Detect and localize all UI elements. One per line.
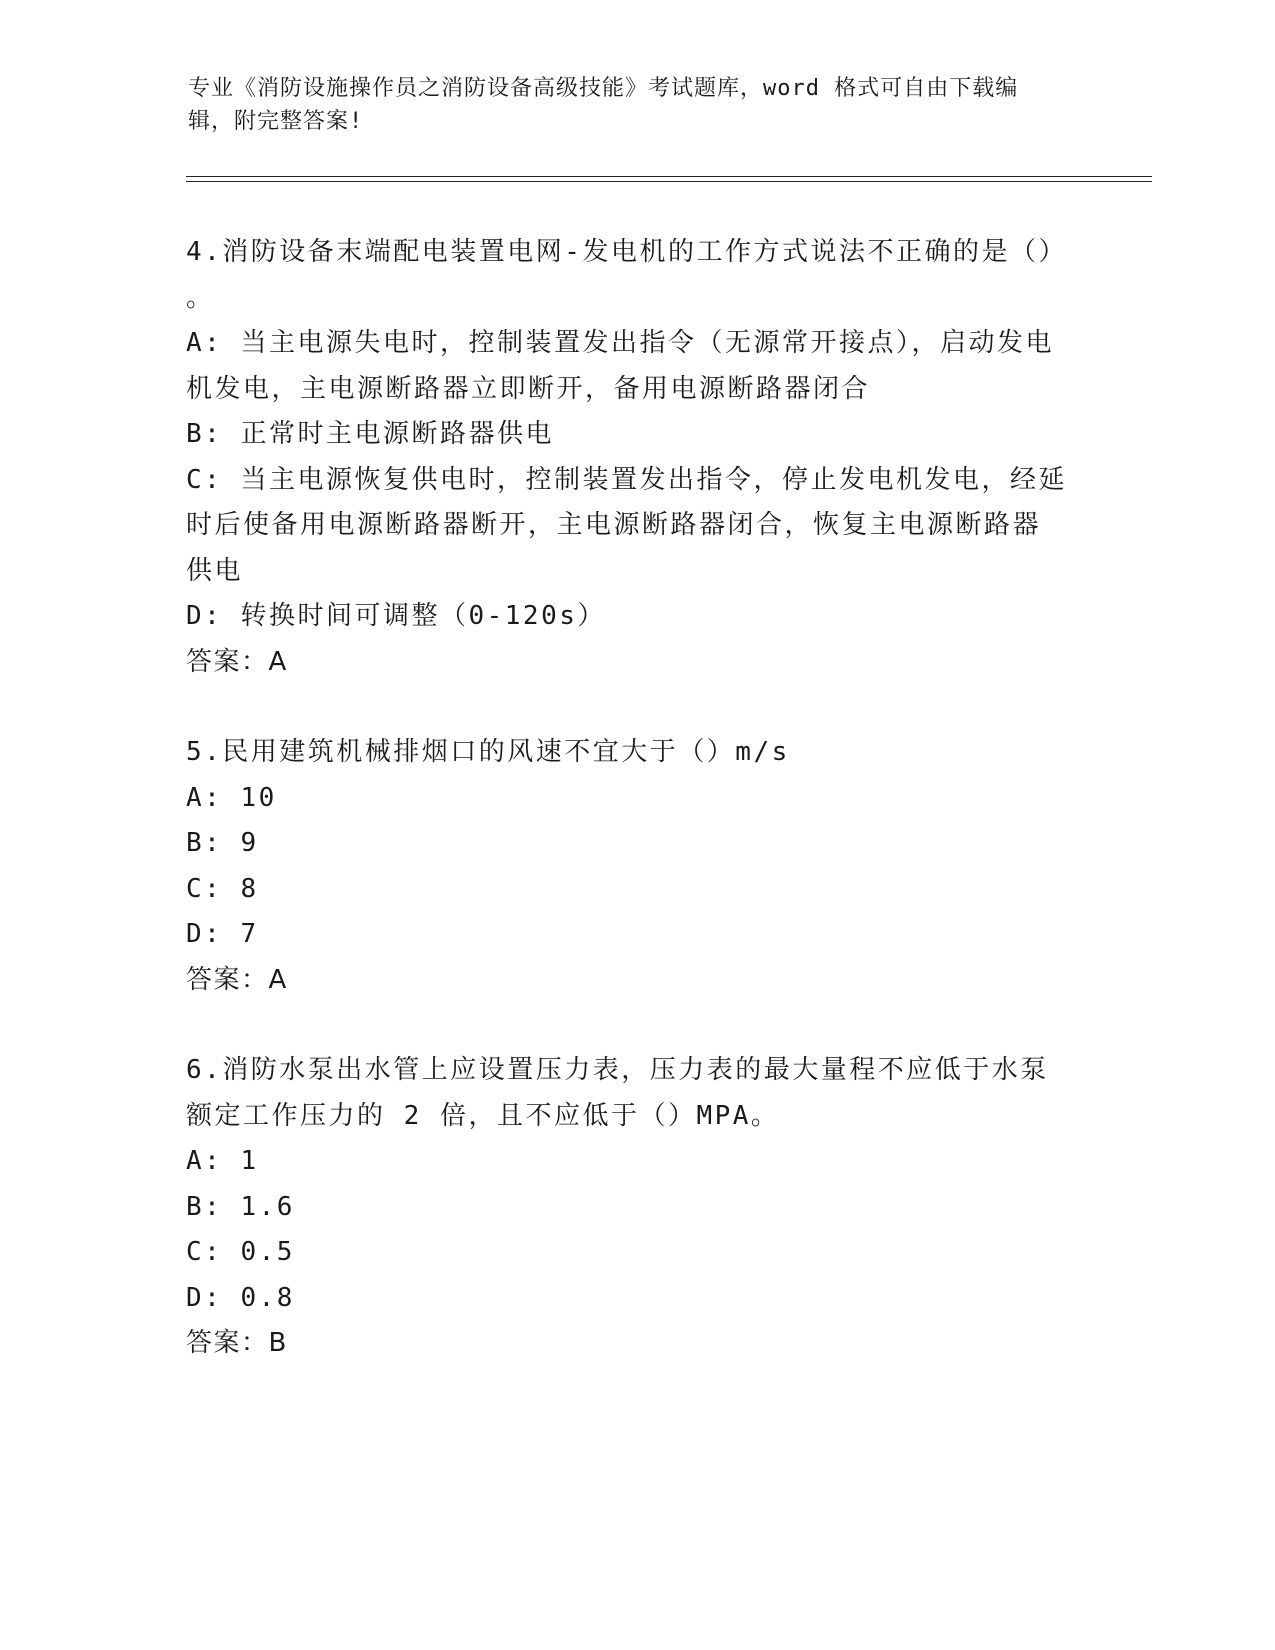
answer-line: 答案：B — [186, 1328, 288, 1358]
header-divider-bottom — [186, 181, 1152, 182]
intro-line-2: 辑，附完整答案! — [188, 109, 364, 134]
question-5 — [186, 730, 1086, 1003]
question-list — [186, 230, 1086, 1412]
option-b: B: 1.6 — [186, 1191, 295, 1222]
document-intro — [188, 72, 1068, 138]
option-d: D: 0.8 — [186, 1282, 295, 1313]
question-stem-line: 5.民用建筑机械排烟口的风速不宜大于（）m/s — [186, 737, 790, 767]
question-4 — [186, 230, 1086, 685]
question-stem-line: 4.消防设备末端配电装置电网-发电机的工作方式说法不正确的是（） — [186, 237, 1067, 267]
option-a-continued: 机发电，主电源断路器立即断开，备用电源断路器闭合 — [186, 373, 871, 404]
option-c: C: 0.5 — [186, 1237, 295, 1267]
option-a: A: 当主电源失电时，控制装置发出指令（无源常开接点），启动发电 — [186, 328, 1054, 358]
option-d: D: 7 — [186, 919, 259, 949]
intro-line-1: 专业《消防设施操作员之消防设备高级技能》考试题库，word 格式可自由下载编 — [188, 76, 1019, 101]
answer-line: 答案：A — [186, 964, 288, 995]
option-c-continued: 供电 — [186, 555, 244, 586]
answer-line: 答案：A — [186, 646, 288, 677]
option-d: D: 转换时间可调整（0-120s） — [186, 601, 606, 631]
option-c: C: 8 — [186, 873, 259, 904]
option-c: C: 当主电源恢复供电时，控制装置发出指令，停止发电机发电，经延 — [186, 464, 1067, 495]
header-divider-top — [186, 176, 1152, 177]
option-a: A: 1 — [186, 1146, 259, 1176]
question-6 — [186, 1048, 1086, 1367]
question-stem-line: 6.消防水泵出水管上应设置压力表，压力表的最大量程不应低于水泵 — [186, 1055, 1049, 1085]
option-a: A: 10 — [186, 782, 277, 813]
option-b: B: 正常时主电源断路器供电 — [186, 419, 554, 449]
option-b: B: 9 — [186, 828, 259, 858]
option-c-continued: 时后使备用电源断路器断开，主电源断路器闭合，恢复主电源断路器 — [186, 510, 1042, 540]
question-stem-line: 。 — [186, 282, 215, 313]
question-stem-line: 额定工作压力的 2 倍，且不应低于（）MPA。 — [186, 1100, 780, 1131]
